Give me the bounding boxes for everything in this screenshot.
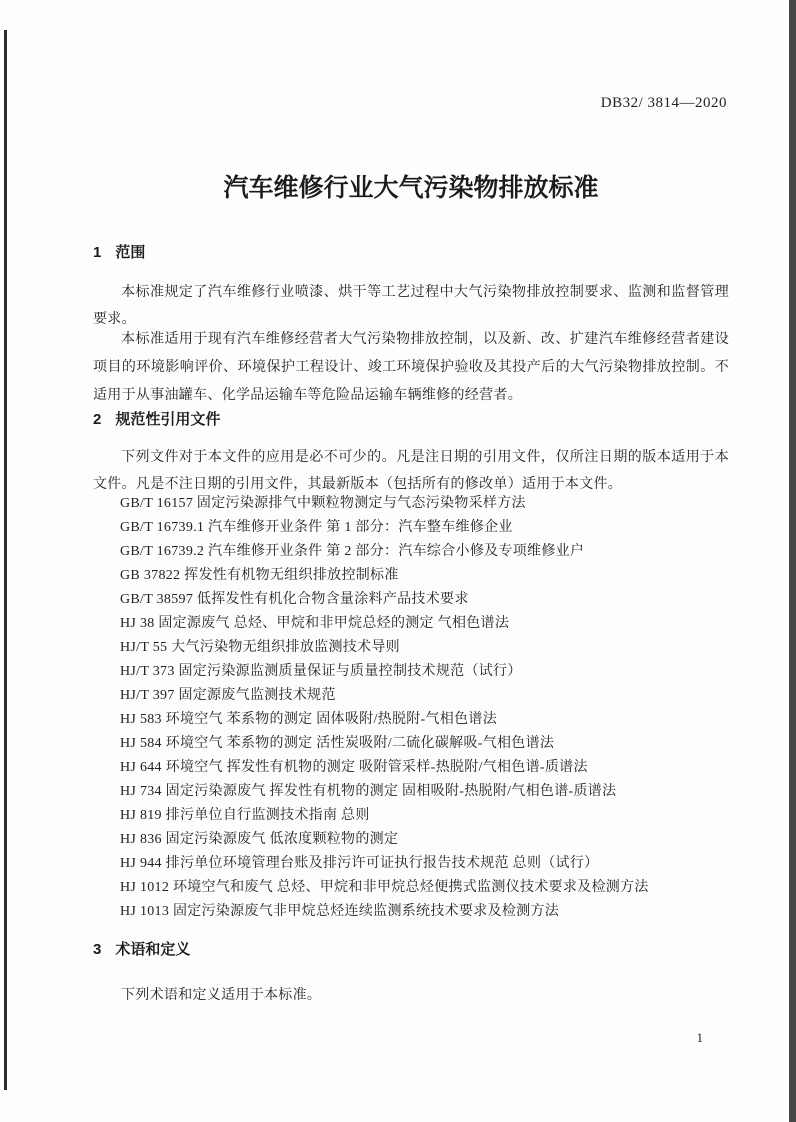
section-2-number: 2 (93, 411, 102, 428)
reference-item: GB/T 16739.1 汽车维修开业条件 第 1 部分：汽车整车维修企业 (120, 520, 513, 535)
section-1-title: 范围 (115, 244, 146, 261)
reference-item: HJ 734 固定污染源废气 挥发性有机物的测定 固相吸附-热脱附/气相色谱-质谱法 (120, 784, 617, 799)
reference-item: HJ/T 373 固定污染源监测质量保证与质量控制技术规范（试行） (120, 664, 522, 679)
section-3-heading (93, 938, 190, 959)
reference-item: HJ 819 排污单位自行监测技术指南 总则 (120, 808, 370, 823)
scan-edge-right (789, 0, 796, 1122)
section-3-number: 3 (93, 941, 102, 958)
section-3-title: 术语和定义 (115, 941, 191, 958)
page-number: 1 (696, 1030, 703, 1045)
section-1-number: 1 (93, 244, 102, 261)
reference-item: HJ 583 环境空气 苯系物的测定 固体吸附/热脱附-气相色谱法 (120, 712, 498, 727)
reference-item: HJ 944 排污单位环境管理台账及排污许可证执行报告技术规范 总则（试行） (120, 856, 599, 871)
reference-item: GB/T 16157 固定污染源排气中颗粒物测定与气态污染物采样方法 (120, 496, 526, 511)
reference-item: GB/T 38597 低挥发性有机化合物含量涂料产品技术要求 (120, 592, 469, 607)
reference-item: HJ 584 环境空气 苯系物的测定 活性炭吸附/二硫化碳解吸-气相色谱法 (120, 736, 555, 751)
reference-item: HJ 1013 固定污染源废气非甲烷总烃连续监测系统技术要求及检测方法 (120, 904, 560, 919)
reference-item: HJ/T 397 固定源废气监测技术规范 (120, 688, 336, 703)
reference-item: GB/T 16739.2 汽车维修开业条件 第 2 部分：汽车综合小修及专项维修业户 (120, 544, 585, 559)
page-title: 汽车维修行业大气污染物排放标准 (223, 174, 599, 202)
scan-edge-left (4, 30, 7, 1090)
reference-item: GB 37822 挥发性有机物无组织排放控制标准 (120, 568, 399, 583)
page-content (93, 0, 729, 1122)
references-list (93, 492, 729, 924)
scope-paragraph-2: 本标准适用于现有汽车维修经营者大气污染物排放控制，以及新、改、扩建汽车维修经营者建设项目的环境影响评价、环境保护工程设计、竣工环境保护验收及其投产后的大气污染物排放控制。不适用于从事油罐车、化学品运输车等危险品运输车辆维修的经营者。 (93, 332, 729, 403)
references-intro-paragraph: 下列文件对于本文件的应用是必不可少的。凡是注日期的引用文件，仅所注日期的版本适用于本文件。凡是不注日期的引用文件，其最新版本（包括所有的修改单）适用于本文件。 (93, 450, 729, 492)
section-2-title: 规范性引用文件 (115, 411, 221, 428)
terms-intro-paragraph: 下列术语和定义适用于本标准。 (121, 988, 322, 1003)
reference-item: HJ 1012 环境空气和废气 总烃、甲烷和非甲烷总烃便携式监测仪技术要求及检测方法 (120, 880, 649, 895)
section-1-heading (93, 241, 145, 262)
reference-item: HJ/T 55 大气污染物无组织排放监测技术导则 (120, 640, 400, 655)
reference-item: HJ 836 固定污染源废气 低浓度颗粒物的测定 (120, 832, 399, 847)
doc-number: DB32/ 3814—2020 (600, 95, 727, 111)
reference-item: HJ 644 环境空气 挥发性有机物的测定 吸附管采样-热脱附/气相色谱-质谱法 (120, 760, 588, 775)
scope-paragraph-1: 本标准规定了汽车维修行业喷漆、烘干等工艺过程中大气污染物排放控制要求、监测和监督管理要求。 (93, 285, 729, 327)
reference-item: HJ 38 固定源废气 总烃、甲烷和非甲烷总烃的测定 气相色谱法 (120, 616, 510, 631)
section-2-heading (93, 408, 220, 429)
